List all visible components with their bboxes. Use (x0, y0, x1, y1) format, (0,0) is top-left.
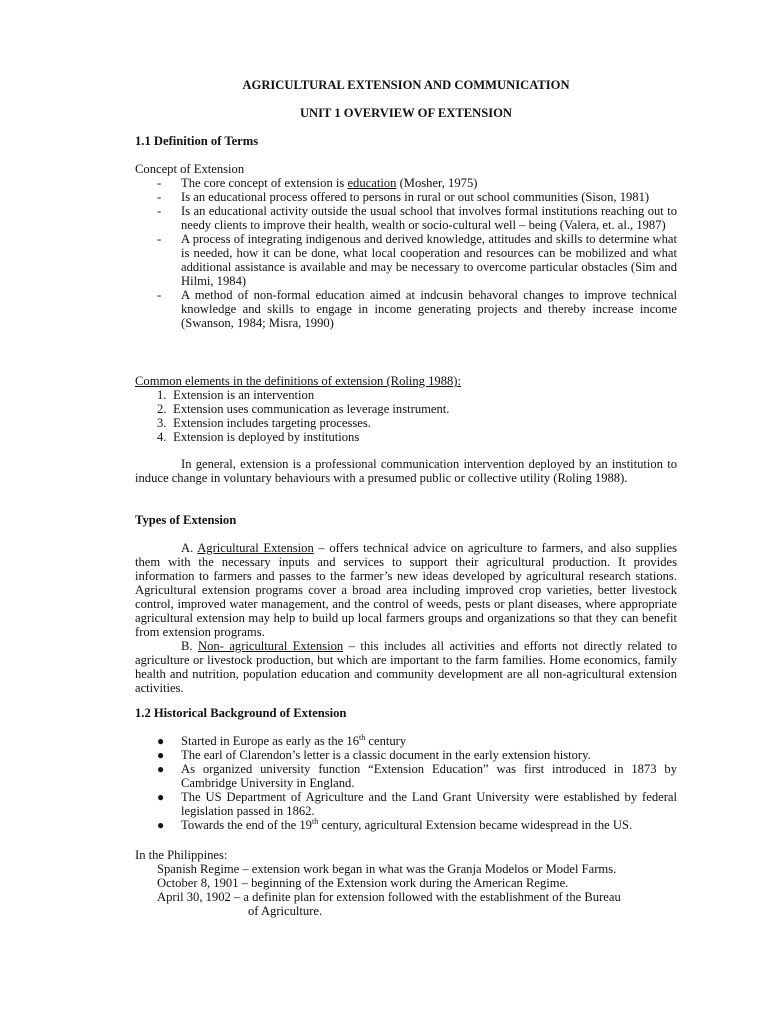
document-title: AGRICULTURAL EXTENSION AND COMMUNICATION (242, 78, 570, 92)
concept-item: - Is an educational process offered to persons in rural or out school communities (Sison, 1981) (157, 190, 650, 204)
education-term: education (347, 176, 397, 190)
history-item: ● The earl of Clarendon’s letter is a classic document in the early extension history. (157, 748, 591, 762)
concept-label: Concept of Extension (135, 162, 245, 176)
concept-item: - The core concept of extension is education (Mosher, 1975) (157, 176, 478, 190)
common-elements-label: Common elements in the definitions of extension (Roling 1988): (135, 374, 461, 388)
concept-item: - Is an educational activity outside the usual school that involves formal institutions reaching out to needy clients to improve their health, wealth or socio-cultural well – being (Valera, et. al., 1987) (157, 204, 677, 232)
common-element-item: 2. Extension uses communication as leverage instrument. (157, 402, 450, 416)
philippines-history (135, 848, 677, 918)
concept-item: - A process of integrating indigenous and derived knowledge, attitudes and skills to determine what is needed, how it can be done, what local cooperation and resources can be mobilized and what additional assistance is available and may be necessary to overcome particular obstacles (Sim and Hilmi, 1984) (157, 232, 677, 288)
section-heading-definition: 1.1 Definition of Terms (135, 134, 259, 148)
history-item: ● The US Department of Agriculture and the Land Grant University were established by federal legislation passed in 1862. (157, 790, 677, 818)
concept-list (135, 162, 677, 330)
philippines-item: Spanish Regime – extension work began in what was the Granja Modelos or Model Farms. (157, 862, 617, 876)
history-item: ● Towards the end of the 19th century, agricultural Extension became widespread in the US. (157, 816, 633, 832)
non-agricultural-extension-term: Non- agricultural Extension (198, 639, 344, 653)
history-list (135, 734, 677, 832)
history-item: ● As organized university function “Extension Education” was first introduced in 1873 by Cambridge University in England. (157, 762, 677, 790)
general-paragraph: In general, extension is a professional communication intervention deployed by an institution to induce change in voluntary behaviours with a presumed public or collective utility (Roling 1988). (135, 457, 677, 485)
history-item: ● Started in Europe as early as the 16th century (157, 732, 407, 748)
agricultural-extension-paragraph: A. Agricultural Extension – offers technical advice on agriculture to farmers, and also supplies them with the necessary inputs and services to support their agricultural production. It provides information to farmers and passes to the farmer’s new ideas developed by agricultural research stations. Agricultural extension programs cover a broad area including improved crop varieties, better livestock control, improved water management, and the control of weeds, pests or plant diseases, where appropriate agricultural extension may help to build up local farmers groups and organizations so that they can benefit from extension programs. (135, 541, 677, 639)
non-agricultural-extension-paragraph: B. Non- agricultural Extension – this includes all activities and efforts not directly related to agriculture or livestock production, but which are important to the farm families. Home economics, family health and nutrition, population education and community development are all non-agricultural extension activities. (135, 639, 678, 695)
bullet-icon: ● (157, 762, 165, 776)
section-heading-history: 1.2 Historical Background of Extension (135, 706, 347, 720)
bullet-icon: ● (157, 734, 165, 748)
agricultural-extension-term: Agricultural Extension (197, 541, 314, 555)
philippines-item: April 30, 1902 – a definite plan for extension followed with the establishment of the Bureau (157, 890, 621, 904)
bullet-icon: ● (157, 790, 165, 804)
philippines-label: In the Philippines: (135, 848, 228, 862)
types-heading: Types of Extension (135, 513, 237, 527)
philippines-item-continued: of Agriculture. (248, 904, 323, 918)
bullet-icon: ● (157, 748, 165, 762)
common-elements (135, 374, 677, 444)
common-element-item: 1. Extension is an intervention (157, 388, 315, 402)
common-element-item: 4. Extension is deployed by institutions (157, 430, 360, 444)
bullet-icon: ● (157, 818, 165, 832)
common-element-item: 3. Extension includes targeting processes. (157, 416, 371, 430)
concept-item: - A method of non-formal education aimed at indcusin behavoral changes to improve technical knowledge and skills to engage in income generating projects and thereby increase income (Swanson, 1984; Misra, 1990) (157, 288, 677, 330)
unit-title: UNIT 1 OVERVIEW OF EXTENSION (299, 106, 513, 120)
philippines-item: October 8, 1901 – beginning of the Extension work during the American Regime. (157, 876, 569, 890)
